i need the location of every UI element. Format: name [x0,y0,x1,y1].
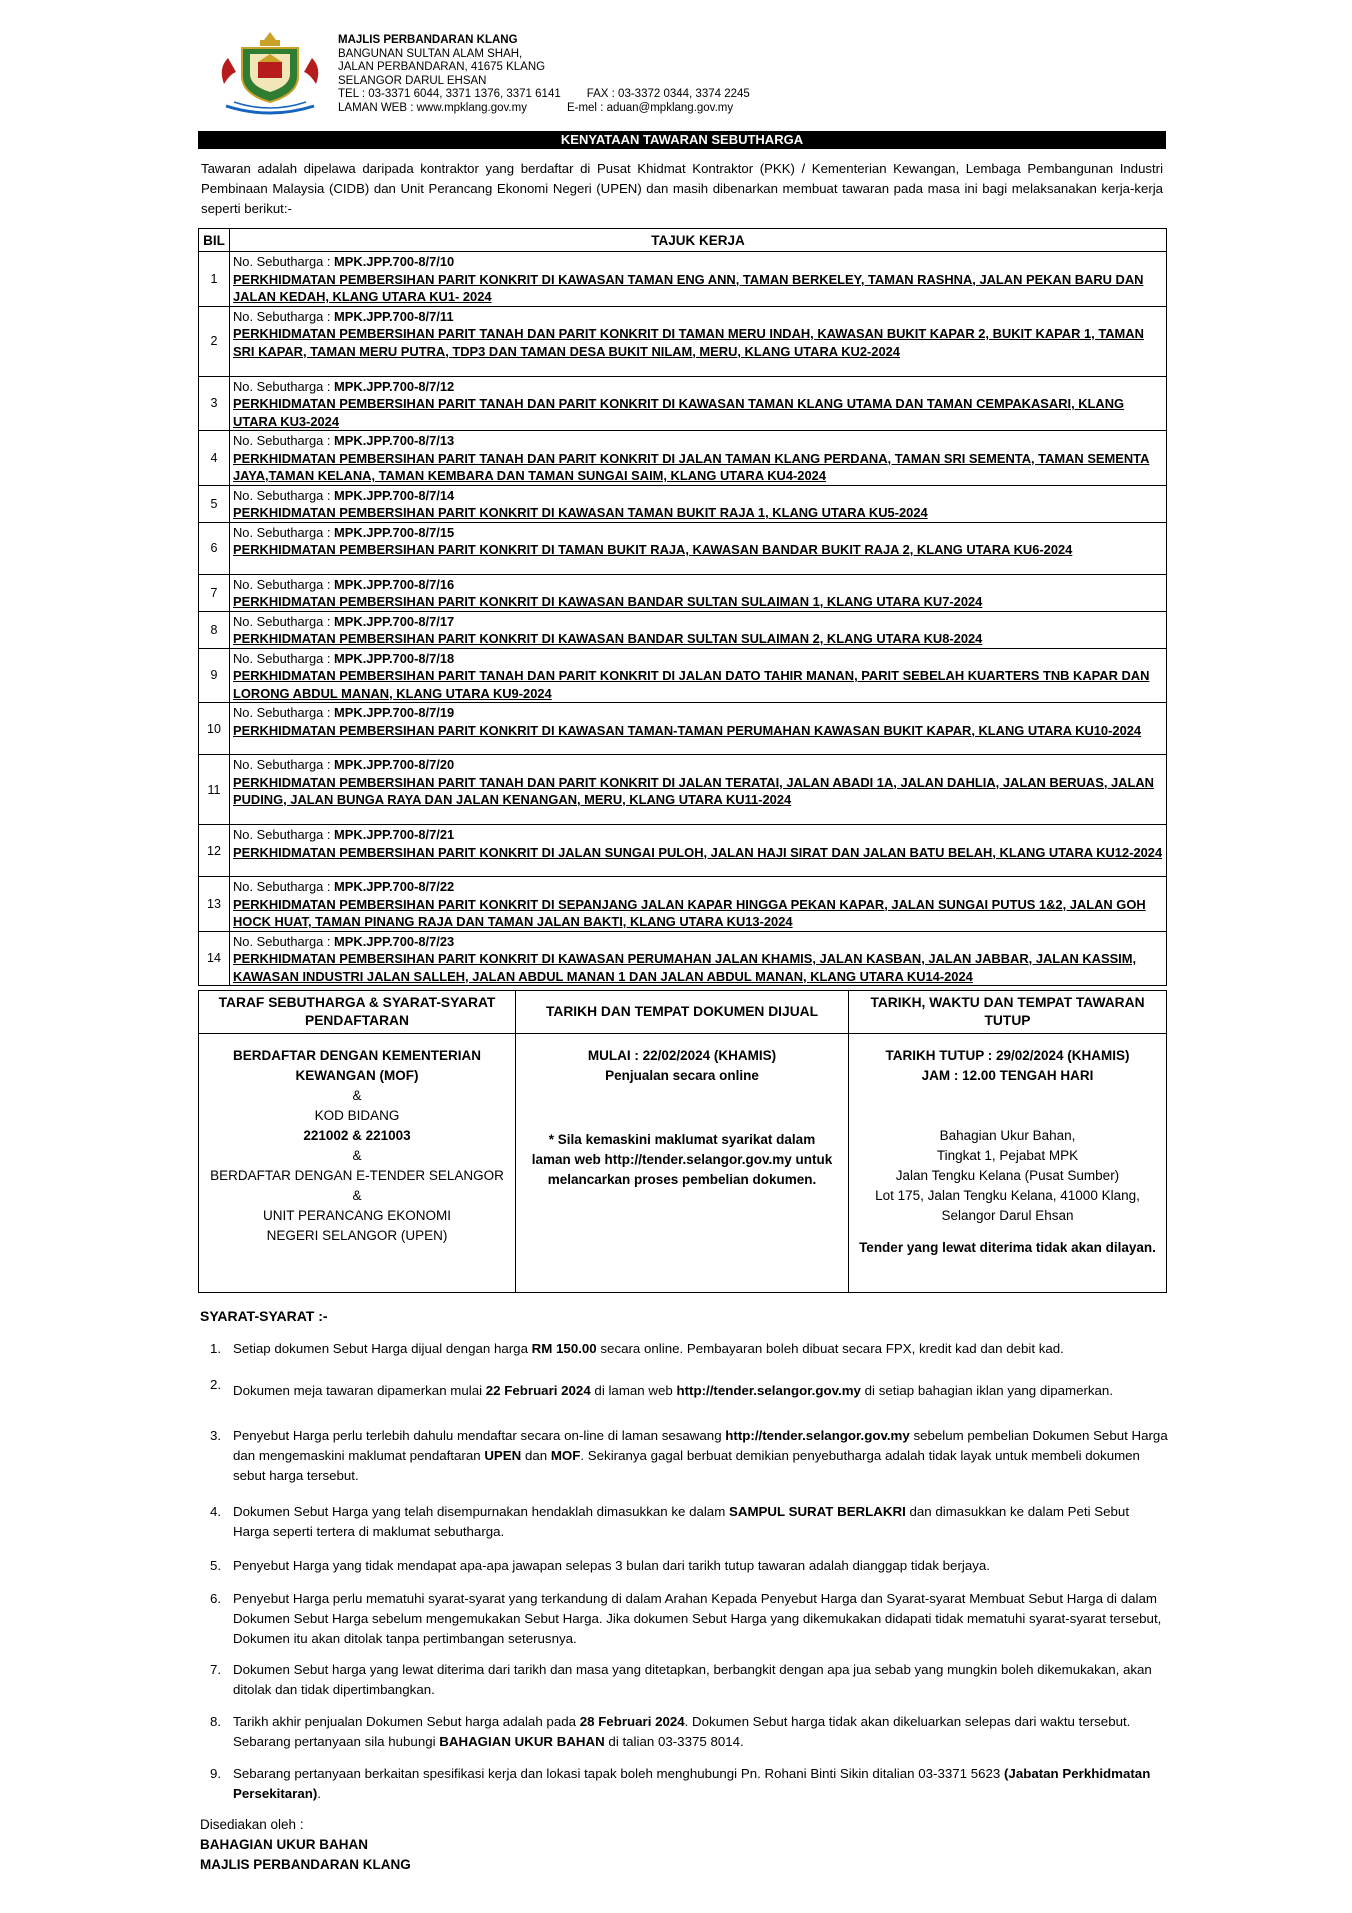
work-title: PERKHIDMATAN PEMBERSIHAN PARIT KONKRIT DI KAWASAN PERUMAHAN JALAN KHAMIS, JALAN KASBAN, JALAN JABBAR, JALAN KASSIM, KAWASAN INDUSTRI JALAN SALLEH, JALAN ABDUL MANAN 1 DAN JALAN ABDUL MANAN, KLANG UTARA KU14-2024 [233,951,1137,984]
quotation-number-value: MPK.JPP.700-8/7/21 [334,827,455,842]
tender-link[interactable]: http://tender.selangor.gov.my [725,1428,910,1443]
condition-bold: (Jabatan Perkhidmatan Persekitaran) [233,1766,1151,1801]
quotation-number-label: No. Sebutharga : [233,378,335,394]
condition-text: sebelum pembelian Dokumen Sebut Harga dan mengemaskini maklumat pendaftaran [233,1428,1168,1463]
quotation-number-value: MPK.JPP.700-8/7/10 [334,254,455,269]
row-tajuk-kerja [230,306,1167,376]
tender-link[interactable]: http://tender.selangor.gov.my [676,1383,861,1398]
quotation-number [233,576,1164,594]
row-bil: 9 [199,648,230,703]
late-tender-note: Tender yang lewat diterima tidak akan dilayan. [859,1240,1156,1255]
condition-9 [210,1764,1168,1804]
quotation-number [233,378,1164,396]
quotation-number [233,826,1164,844]
address-line-2: JALAN PERBANDARAN, 41675 KLANG [338,61,546,74]
quotation-number [233,524,1164,542]
quotation-number [233,432,1164,450]
prepared-by-org: MAJLIS PERBANDARAN KLANG [200,1857,411,1872]
condition-3 [210,1426,1168,1486]
closing-date-place [849,1034,1167,1293]
upen-requirement: UNIT PERANCANG EKONOMI NEGERI SELANGOR (UPEN) [262,1208,452,1243]
quotation-number-value: MPK.JPP.700-8/7/19 [334,705,455,720]
kod-bidang-value: 221002 & 221003 [303,1128,411,1143]
condition-number: 5. [210,1558,222,1573]
works-table-body [199,252,1167,986]
quotation-number-label: No. Sebutharga : [233,613,335,629]
quotation-number-label: No. Sebutharga : [233,433,335,448]
work-title: PERKHIDMATAN PEMBERSIHAN PARIT TANAH DAN PARIT KONKRIT DI JALAN TERATAI, JALAN ABADI 1A, JALAN DAHLIA, JALAN BERUAS, JALAN PUDING, JALAN BUNGA RAYA DAN JALAN KENANGAN, MERU, KLANG UTARA KU11-2024 [233,774,1154,807]
work-title: PERKHIDMATAN PEMBERSIHAN PARIT KONKRIT DI SEPANJANG JALAN KAPAR HINGGA PEKAN KAPAR, JALAN SUNGAI PUTUS 1&2, JALAN GOH HOCK HUAT, TAMAN PINANG RAJA DAN TAMAN JALAN BAKTI, KLANG UTARA KU13-2024 [233,896,1146,929]
address-line-3: SELANGOR DARUL EHSAN [338,74,487,87]
condition-number: 9. [210,1766,222,1781]
closing-address-line-4: Lot 175, Jalan Tengku Kelana, 41000 Klang, [875,1188,1140,1203]
table-row [199,431,1167,486]
condition-text: . Sekiranya gagal berbuat demikian penyebutharga adalah tidak layak untuk membeli dokumen sebut harga tersebut. [233,1448,1140,1483]
condition-text: di laman web [590,1383,677,1398]
quotation-number-value: MPK.JPP.700-8/7/17 [334,613,455,629]
quotation-number [233,308,1164,326]
quotation-number-value: MPK.JPP.700-8/7/15 [334,524,455,540]
quotation-number-label: No. Sebutharga : [233,879,335,894]
condition-1 [210,1339,1168,1359]
col-tarikh-dijual-header: TARIKH DAN TEMPAT DOKUMEN DIJUAL [516,991,849,1034]
condition-4 [210,1502,1168,1542]
quotation-number-label: No. Sebutharga : [233,576,335,592]
row-bil: 12 [199,825,230,877]
condition-number: 4. [210,1504,222,1519]
quotation-number [233,613,1164,631]
condition-text: Penyebut Harga perlu terlebih dahulu mendaftar secara on-line di laman sesawang [233,1428,726,1443]
condition-text: Penyebut Harga perlu mematuhi syarat-syarat yang terkandung di dalam Arahan Kepada Penyebut Harga dan Syarat-syarat Membuat Sebut Harga di dalam Dokumen Sebut Harga sebelum mengemukakan Sebut Harga. Jika dokumen Sebut Harga yang dikemukakan didapati tidak mematuhi syarat-syarat tersebut, Dokumen itu akan ditolak tanpa pertimbangan seterusnya. [233,1591,1162,1646]
tel: TEL : 03-3371 6044, 3371 1376, 3371 6141 [338,88,561,101]
ampersand: & [352,1148,362,1163]
sale-start-date: MULAI : 22/02/2024 (KHAMIS) [587,1048,777,1063]
closing-address-line-3: Jalan Tengku Kelana (Pusat Sumber) [895,1168,1120,1183]
row-bil: 2 [199,306,230,376]
table-row [199,574,1167,611]
condition-bold: 28 Februari 2024 [579,1714,685,1729]
work-title: PERKHIDMATAN PEMBERSIHAN PARIT KONKRIT DI KAWASAN TAMAN BUKIT RAJA 1, KLANG UTARA KU5-2024 [233,505,928,520]
condition-5 [210,1556,1168,1576]
works-table [198,228,1167,986]
row-tajuk-kerja [230,376,1167,431]
quotation-number-value: MPK.JPP.700-8/7/20 [334,757,455,772]
condition-text: . Dokumen Sebut harga tidak akan dikeluarkan selepas dari waktu tersebut. Sebarang pertanyaan sila hubungi [233,1714,1131,1749]
quotation-number-value: MPK.JPP.700-8/7/13 [334,433,455,448]
row-bil: 13 [199,877,230,932]
mpk-crest-logo [214,28,326,120]
work-title: PERKHIDMATAN PEMBERSIHAN PARIT KONKRIT DI KAWASAN BANDAR SULTAN SULAIMAN 2, KLANG UTARA KU8-2024 [233,631,983,646]
quotation-number [233,704,1164,722]
condition-text: di talian 03-3375 8014. [604,1734,744,1749]
work-title: PERKHIDMATAN PEMBERSIHAN PARIT KONKRIT DI TAMAN BUKIT RAJA, KAWASAN BANDAR BUKIT RAJA 2, KLANG UTARA KU6-2024 [233,542,1073,557]
work-title: PERKHIDMATAN PEMBERSIHAN PARIT TANAH DAN PARIT KONKRIT DI JALAN DATO TAHIR MANAN, PARIT SEBELAH KUARTERS TNB KAPAR DAN LORONG ABDUL MANAN, KLANG UTARA KU9-2024 [233,668,1150,701]
table-row [199,485,1167,522]
condition-bold: SAMPUL SURAT BERLAKRI [728,1504,906,1519]
row-tajuk-kerja [230,485,1167,522]
works-table-header [199,229,1167,252]
ampersand: & [352,1088,362,1103]
row-bil: 3 [199,376,230,431]
table-row [199,611,1167,648]
prepared-by-label: Disediakan oleh : [200,1817,304,1832]
contact-phone-line [338,88,750,102]
quotation-number-value: MPK.JPP.700-8/7/16 [334,576,455,592]
condition-text: di setiap bahagian iklan yang dipamerkan. [860,1383,1114,1398]
table-row [199,931,1167,986]
closing-address-line-1: Bahagian Ukur Bahan, [939,1128,1076,1143]
website[interactable]: LAMAN WEB : www.mpklang.gov.my [338,101,527,114]
work-title: PERKHIDMATAN PEMBERSIHAN PARIT KONKRIT DI KAWASAN TAMAN ENG ANN, TAMAN BERKELEY, TAMAN RASHNA, JALAN PEKAN BARU DAN JALAN KEDAH, KLANG UTARA KU1- 2024 [233,271,1144,304]
quotation-number-label: No. Sebutharga : [233,827,335,842]
quotation-number-value: MPK.JPP.700-8/7/14 [334,487,455,503]
quotation-number-value: MPK.JPP.700-8/7/12 [334,378,455,394]
row-tajuk-kerja [230,755,1167,825]
row-bil: 5 [199,485,230,522]
condition-bold: 22 Februari 2024 [485,1383,591,1398]
condition-2 [210,1375,1168,1401]
row-tajuk-kerja [230,648,1167,703]
condition-text: dan [521,1448,551,1463]
condition-text: Dokumen Sebut harga yang lewat diterima dari tarikh dan masa yang ditetapkan, berbangkit dengan apa jua sebab yang mungkin boleh dikemukakan, akan ditolak dan tidak dipertimbangkan. [233,1662,1152,1697]
work-title: PERKHIDMATAN PEMBERSIHAN PARIT TANAH DAN PARIT KONKRIT DI TAMAN MERU INDAH, KAWASAN BUKIT KAPAR 2, BUKIT KAPAR 1, TAMAN SRI KAPAR, TAMAN MERU PUTRA, TDP3 DAN TAMAN DESA BUKIT NILAM, MERU, KLANG UTARA KU2-2024 [233,326,1144,359]
row-bil: 14 [199,931,230,986]
table-row [199,648,1167,703]
row-bil: 11 [199,755,230,825]
fax: FAX : 03-3372 0344, 3374 2245 [586,88,750,101]
condition-bold: UPEN [484,1448,522,1463]
org-name: MAJLIS PERBANDARAN KLANG [338,34,518,46]
quotation-number-label: No. Sebutharga : [233,705,335,720]
table-row [199,703,1167,755]
quotation-number-label: No. Sebutharga : [233,650,335,666]
quotation-number-value: MPK.JPP.700-8/7/22 [334,879,455,894]
condition-number: 6. [210,1591,222,1606]
condition-number: 1. [210,1341,222,1356]
quotation-number-value: MPK.JPP.700-8/7/18 [334,650,455,666]
row-tajuk-kerja [230,931,1167,986]
condition-bold: RM 150.00 [531,1341,597,1356]
condition-bold: MOF [550,1448,581,1463]
condition-number: 3. [210,1428,222,1443]
table-row [199,877,1167,932]
conditions-heading: SYARAT-SYARAT :- [200,1308,328,1324]
col-taraf-header: TARAF SEBUTHARGA & SYARAT-SYARAT PENDAFTARAN [199,991,516,1034]
condition-number: 2. [210,1377,222,1392]
row-bil: 4 [199,431,230,486]
quotation-number-label: No. Sebutharga : [233,487,335,503]
organisation-header [338,34,750,116]
row-tajuk-kerja [230,825,1167,877]
quotation-number-value: MPK.JPP.700-8/7/23 [334,933,455,949]
table-row [199,825,1167,877]
row-bil: 6 [199,522,230,574]
kod-bidang-label: KOD BIDANG [314,1108,400,1123]
prepared-by-dept: BAHAGIAN UKUR BAHAN [200,1837,368,1852]
condition-8 [210,1712,1168,1752]
table-row [199,522,1167,574]
table-row [199,755,1167,825]
table-row [199,376,1167,431]
condition-text: secara online. Pembayaran boleh dibuat secara FPX, kredit kad dan debit kad. [596,1341,1064,1356]
condition-text: Penyebut Harga yang tidak mendapat apa-apa jawapan selepas 3 bulan dari tarikh tutup tawaran adalah dianggap tidak berjaya. [233,1558,990,1573]
work-title: PERKHIDMATAN PEMBERSIHAN PARIT TANAH DAN PARIT KONKRIT DI JALAN TAMAN KLANG PERDANA, TAMAN SRI SEMENTA, TAMAN SEMENTA JAYA,TAMAN KELANA, TAMAN KEMBARA DAN TAMAN SUNGAI SAIM, KLANG UTARA KU4-2024 [233,450,1150,483]
work-title: PERKHIDMATAN PEMBERSIHAN PARIT KONKRIT DI KAWASAN TAMAN-TAMAN PERUMAHAN KAWASAN BUKIT KAPAR, KLANG UTARA KU10-2024 [233,722,1142,738]
condition-text: Sebarang pertanyaan berkaitan spesifikasi kerja dan lokasi tapak boleh menghubungi Pn. Rohani Binti Sikin ditalian 03-3371 5623 [233,1766,1004,1781]
condition-text: Setiap dokumen Sebut Harga dijual dengan harga [233,1341,532,1356]
prepared-by [200,1815,411,1875]
mof-requirement: BERDAFTAR DENGAN KEMENTERIAN KEWANGAN (MOF) [233,1048,481,1083]
row-tajuk-kerja [230,703,1167,755]
quotation-number [233,933,1164,951]
row-tajuk-kerja [230,522,1167,574]
col-tarikh-tutup-header: TARIKH, WAKTU DAN TEMPAT TAWARAN TUTUP [849,991,1167,1034]
quotation-number-label: No. Sebutharga : [233,254,335,269]
row-tajuk-kerja [230,574,1167,611]
etender-requirement: BERDAFTAR DENGAN E-TENDER SELANGOR [210,1168,504,1183]
registration-requirements [199,1034,516,1293]
table-row [199,252,1167,307]
quotation-number-label: No. Sebutharga : [233,308,335,324]
quotation-number-label: No. Sebutharga : [233,524,335,540]
update-company-note: * Sila kemaskini maklumat syarikat dalam laman web http://tender.selangor.gov.my untuk melancarkan proses pembelian dokumen. [531,1132,833,1187]
work-title: PERKHIDMATAN PEMBERSIHAN PARIT KONKRIT DI JALAN SUNGAI PULOH, JALAN HAJI SIRAT DAN JALAN BATU BELAH, KLANG UTARA KU12-2024 [233,844,1163,860]
col-bil: BIL [199,229,230,252]
row-bil: 1 [199,252,230,307]
tender-info-table [198,990,1167,1293]
condition-text: Dokumen Sebut Harga yang telah disempurnakan hendaklah dimasukkan ke dalam [233,1504,729,1519]
condition-bold: BAHAGIAN UKUR BAHAN [439,1734,605,1749]
condition-text: Dokumen meja tawaran dipamerkan mulai [233,1383,486,1398]
work-title: PERKHIDMATAN PEMBERSIHAN PARIT TANAH DAN PARIT KONKRIT DI KAWASAN TAMAN KLANG UTAMA DAN TAMAN CEMPAKASARI, KLANG UTARA KU3-2024 [233,396,1125,429]
quotation-number-label: No. Sebutharga : [233,757,335,772]
sale-online-note: Penjualan secara online [605,1068,759,1083]
contact-web-line [338,102,750,116]
table-row [199,306,1167,376]
col-tajuk-kerja: TAJUK KERJA [230,229,1167,252]
quotation-number [233,650,1164,668]
row-tajuk-kerja [230,611,1167,648]
closing-address-line-5: Selangor Darul Ehsan [941,1208,1074,1223]
quotation-number [233,756,1164,774]
closing-address-line-2: Tingkat 1, Pejabat MPK [936,1148,1079,1163]
quotation-number [233,878,1164,896]
row-bil: 8 [199,611,230,648]
quotation-number-label: No. Sebutharga : [233,933,335,949]
condition-number: 7. [210,1662,222,1677]
row-bil: 10 [199,703,230,755]
ampersand: & [352,1188,362,1203]
condition-text: dan dimasukkan ke dalam Peti Sebut Harga seperti tertera di maklumat sebutharga. [233,1504,1130,1539]
work-title: PERKHIDMATAN PEMBERSIHAN PARIT KONKRIT DI KAWASAN BANDAR SULTAN SULAIMAN 1, KLANG UTARA KU7-2024 [233,594,983,609]
email[interactable]: E-mel : aduan@mpklang.gov.my [566,101,734,114]
row-bil: 7 [199,574,230,611]
notice-title: KENYATAAN TAWARAN SEBUTHARGA [198,131,1166,149]
closing-time: JAM : 12.00 TENGAH HARI [921,1068,1094,1083]
sale-date-place [516,1034,849,1293]
row-tajuk-kerja [230,252,1167,307]
condition-7 [210,1660,1168,1700]
condition-6 [210,1589,1168,1649]
quotation-number-value: MPK.JPP.700-8/7/11 [334,308,454,324]
closing-date: TARIKH TUTUP : 29/02/2024 (KHAMIS) [885,1048,1130,1063]
quotation-number [233,253,1164,271]
address-line-1: BANGUNAN SULTAN ALAM SHAH, [338,47,523,60]
condition-number: 8. [210,1714,222,1729]
quotation-number [233,487,1164,505]
condition-text: Tarikh akhir penjualan Dokumen Sebut harga adalah pada [233,1714,580,1729]
row-tajuk-kerja [230,877,1167,932]
condition-text: . [317,1786,321,1801]
intro-paragraph: Tawaran adalah dipelawa daripada kontraktor yang berdaftar di Pusat Khidmat Kontraktor (PKK) / Kementerian Kewangan, Lembaga Pembangunan Industri Pembinaan Malaysia (CIDB) dan Unit Perancang Ekonomi Negeri (UPEN) dan masih dibenarkan membuat tawaran pada masa ini bagi melaksanakan kerja-kerja seperti berikut:- [201,161,1163,216]
row-tajuk-kerja [230,431,1167,486]
